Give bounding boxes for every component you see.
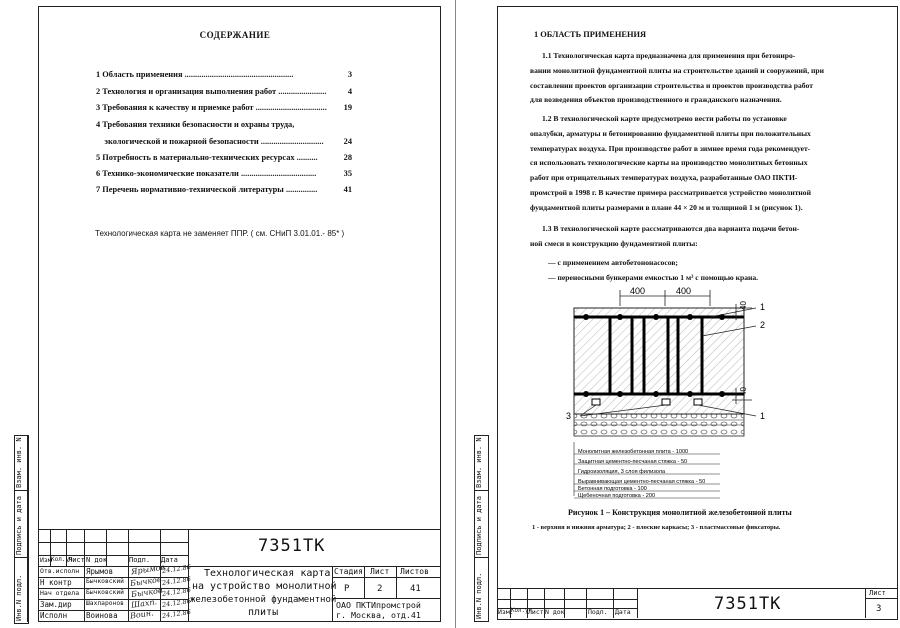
column-header-podp: Подп.: [588, 608, 608, 616]
sheets-label: Листов: [400, 567, 429, 576]
column-header-data: Дата: [161, 556, 178, 564]
toc-item-page: 41: [343, 185, 352, 194]
right-page: [460, 0, 900, 628]
toc-item-text: 7 Перечень нормативно-технической литературы: [96, 185, 284, 194]
column-header-izm: Изм.: [498, 608, 514, 616]
description-line: железобетонной фундаментной: [190, 595, 337, 605]
column-header-list: Лист: [528, 608, 544, 616]
paragraph-1-1: 1.1 Технологическая карта предназначена для применения при бетониро- вании монолитной фундаментной плиты на строительстве зданий и сооружений, при составлении проектов организации строительства и проектов производства работ для возведения объектов производственного и гражданского назначения.: [530, 51, 825, 105]
column-header-ndok: N док: [86, 556, 108, 564]
sheet-value: 2: [377, 584, 383, 594]
layer-label: Гидроизоляция, 3 слоя филизола: [578, 469, 666, 475]
column-header-data: Дата: [615, 608, 631, 616]
ppr-note: Технологическая карта не заменяет ППР. ( см. СНиП 3.01.01.- 85* ): [95, 229, 345, 238]
sheet-number: 3: [876, 604, 882, 614]
toc-item-text: 1 Область применения: [96, 70, 183, 79]
concrete-slab: [574, 308, 744, 414]
section-heading: 1 ОБЛАСТЬ ПРИМЕНЕНИЯ: [534, 30, 647, 39]
left-page: СОДЕРЖАНИЕ 1 Область применения .................................................... 3 2 Технология и организация выполнения работ ....................... 4 3 Требования к качеству и приемке работ .................................. 19 4 Требования техники безопасности и охраны труда, экологической и пожарной безопасности .............................. 24 5 Потребность в материально-технических ресурсах .......... 28 6 Технико-экономические показатели .................................... 35 7 Перечень нормативно-технической литературы ............... 41 Технологическая карта не заменяет ППР. ( см. СНиП 3.01.01.- 85* ) Взам. инв. N Подпись и дата Инв.N подл. Изм Кол.уч Лист N док Подп. Дата Отв.исполн Н контр Нач отдела Зам.дир Исполн Ярымов Бычковский Бычковский Шахпаронов Воинова Ярымов Бычков Бычков Шахп. Воин. 24.12.86 24.12.86 24.12.86 24.12.86 24.12.86 7351ТК Технологическая карта на устройство монолитной железобетонной фундаментной плиты Стадия Лист Листов Р 2 41 ОАО ПКТИпромстрой г. Москва, отд.41: [0, 0, 450, 628]
signature-date: 24.12.86: [161, 597, 192, 609]
dimension-label: 400: [630, 286, 646, 296]
dimension-label: 40: [739, 301, 748, 310]
stage-label: Стадия: [334, 567, 363, 576]
document-code: 7351ТК: [714, 594, 782, 614]
signature-date: 24.12.86: [161, 563, 192, 575]
description-line: плиты: [248, 607, 279, 618]
dimension-label: 400: [676, 286, 692, 296]
signature: Воин.: [129, 608, 155, 621]
signature: Бычков: [129, 574, 163, 589]
toc-item-page: 3: [347, 70, 352, 79]
toc-title: СОДЕРЖАНИЕ: [199, 30, 271, 40]
callout-label: 1: [760, 411, 766, 421]
role-label: Отв.исполн: [40, 567, 80, 575]
slab-cross-section-figure: [560, 284, 790, 506]
description-line: на устройство монолитной: [192, 581, 337, 592]
column-header-podp: Подп.: [129, 556, 151, 564]
side-label-inv: Взам. инв. N: [15, 437, 23, 488]
side-label-inv: Взам. инв. N: [475, 437, 483, 488]
signature-date: 24.12.86: [161, 608, 192, 620]
side-label-sign: Подпись и дата: [475, 495, 483, 555]
toc-item-text: 6 Технико-экономические показатели: [96, 169, 239, 178]
person-name: Бычковский: [86, 589, 124, 596]
page-divider: [455, 0, 456, 628]
column-header-list: Лист: [68, 556, 85, 564]
person-name: Шахпаронов: [86, 600, 124, 607]
toc-item-page: 4: [347, 87, 352, 96]
figure-legend: 1 - верхняя и нижняя арматура; 2 - плоские каркасы; 3 - пластмассовые фиксаторы.: [532, 524, 781, 531]
signature-date: 24.12.86: [161, 586, 192, 598]
side-label-sign: Подпись и дата: [15, 495, 23, 555]
layer-label: Монолитная железобетонная плита - 1000: [578, 449, 689, 455]
sheet-label: Лист: [869, 589, 886, 597]
role-label: Исполн: [40, 611, 68, 620]
layer-label: Защитная цементно-песчаная стяжка - 50: [578, 459, 688, 465]
signature: Ярымов: [130, 562, 166, 577]
sheet-label: Лист: [370, 567, 390, 576]
toc-item-page: 35: [343, 169, 352, 178]
layer-label: Щебеночная подготовка - 200: [578, 493, 656, 499]
sheets-value: 41: [410, 584, 421, 594]
side-label-original: Инв.N подл.: [15, 574, 23, 621]
person-name: Бычковский: [86, 578, 124, 585]
column-header-koluch: Кол.уч: [511, 608, 532, 614]
document-code: 7351ТК: [258, 536, 326, 556]
toc-item-text: экологической и пожарной безопасности: [96, 137, 259, 146]
signature: Шахп.: [130, 597, 158, 610]
column-header-koluch: Кол.уч: [51, 556, 73, 563]
stage-value: Р: [344, 584, 350, 594]
list-item: — переносными бункерами емкостью 1 м³ с помощью крана.: [548, 272, 759, 282]
person-name: Воинова: [86, 611, 118, 620]
side-label-original: Инв.N подл.: [475, 572, 483, 619]
layer-label: Выравнивающая цементно-песчаная стяжка - 50: [578, 479, 706, 485]
organization-line: г. Москва, отд.41: [336, 610, 421, 620]
toc-item-text: 2 Технология и организация выполнения работ: [96, 87, 277, 96]
toc-item-text: 5 Потребность в материально-технических ресурсах: [96, 153, 295, 162]
toc-item-text: 4 Требования техники безопасности и охраны труда,: [96, 120, 295, 129]
signature-date: 24.12.86: [161, 575, 192, 587]
figure-caption: Рисунок 1 – Конструкция монолитной железобетонной плиты: [568, 508, 792, 517]
dimension-label: 40: [739, 387, 748, 396]
signature: Бычков: [130, 585, 164, 600]
paragraph-1-3: 1.3 В технологической карте рассматриваются два варианта подачи бетон- ной смеси в конструкцию фундаментной плиты:: [530, 224, 800, 248]
paragraph-1-2: 1.2 В технологической карте предусмотрено вести работы по установке опалубки, арматуры и бетонированию фундаментной плиты при положительных температурах воздуха. При производстве работ в зимнее время года рекомендует- ся использовать технологические карты на производство монолитных бетонных работ при отрицательных температурах воздуха, разработанные ОАО ПКТИ- промстрой в 1998 г. В качестве примера рассматривается устройство монолитной фундаментной плиты размерами в плане 44 × 20 м и толщиной 1 м (рисунок 1).: [530, 114, 811, 212]
toc-item-page: 28: [343, 153, 352, 162]
role-label: Зам.дир: [40, 600, 72, 609]
layer-label: Бетонная подготовка - 100: [578, 486, 647, 492]
description-line: Технологическая карта: [204, 568, 331, 579]
callout-label: 1: [760, 302, 766, 312]
callout-label: 3: [566, 411, 572, 421]
role-label: Н контр: [40, 578, 72, 587]
role-label: Нач отдела: [40, 589, 80, 597]
toc-item-page: 24: [343, 137, 352, 146]
list-item: — с применением автобетононасосов;: [548, 258, 678, 267]
callout-label: 2: [760, 320, 766, 330]
toc-item-page: 19: [343, 103, 352, 112]
person-name: Ярымов: [86, 567, 114, 576]
column-header-izm: Изм: [40, 556, 52, 564]
organization-line: ОАО ПКТИпромстрой: [336, 600, 421, 610]
bullet-list: [548, 256, 868, 286]
column-header-ndok: N док: [545, 608, 565, 616]
toc-item-text: 3 Требования к качеству и приемке работ: [96, 103, 254, 112]
